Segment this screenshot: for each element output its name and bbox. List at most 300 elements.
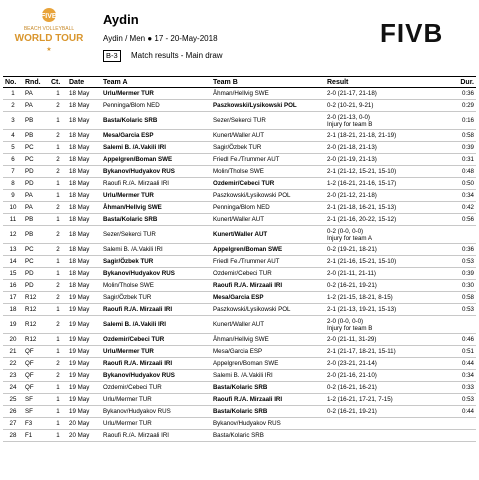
cell-team-b: Ozdemir/Cebeci TUR xyxy=(211,268,325,280)
result-score: 0-2 (16-21, 19-21) xyxy=(327,282,377,289)
cell-court: 1 xyxy=(49,406,67,418)
cell-team-b: Sezer/Sekerci TUR xyxy=(211,112,325,130)
cell-team-b: Åhman/Hellvig SWE xyxy=(211,88,325,100)
table-row xyxy=(3,406,476,418)
cell-date: 19 May xyxy=(67,382,101,394)
cell-team-b: Paszkowski/Lysikowski POL xyxy=(211,190,325,202)
cell-court: 1 xyxy=(49,268,67,280)
table-row xyxy=(3,346,476,358)
result-score: 1-2 (16-21, 17-21, 7-15) xyxy=(327,396,393,403)
table-row xyxy=(3,382,476,394)
cell-no: 27 xyxy=(3,418,23,430)
cell-team-b: Kunert/Waller AUT xyxy=(211,130,325,142)
table-row xyxy=(3,154,476,166)
cell-court: 2 xyxy=(49,166,67,178)
fivb-logo-text: FIVB xyxy=(380,20,444,46)
cell-team-a: Ozdemir/Cebeci TUR xyxy=(101,334,211,346)
result-score: 0-2 (19-21, 18-21) xyxy=(327,246,377,253)
result-score: 0-2 (0-0, 0-0) xyxy=(327,227,364,235)
table-row xyxy=(3,418,476,430)
cell-team-a: Salemi B. /A.Vakili IRI xyxy=(101,142,211,154)
table-row xyxy=(3,370,476,382)
col-date: Date xyxy=(67,77,101,88)
cell-round: F3 xyxy=(23,418,49,430)
cell-no: 4 xyxy=(3,130,23,142)
report-code-badge: B-3 xyxy=(103,50,121,62)
result-score: 0-2 (16-21, 19-21) xyxy=(327,408,377,415)
cell-no: 19 xyxy=(3,316,23,334)
cell-team-a: Raoufi R./A. Mirzaali IRI xyxy=(101,358,211,370)
cell-result xyxy=(325,130,452,142)
result-score: 2-0 (21-17, 21-18) xyxy=(327,90,377,97)
cell-round: SF xyxy=(23,406,49,418)
result-note: Injury for team B xyxy=(327,120,373,128)
cell-duration: 0:31 xyxy=(452,154,476,166)
result-score: 0-2 (10-21, 9-21) xyxy=(327,102,374,109)
cell-result xyxy=(325,316,452,334)
table-row xyxy=(3,334,476,346)
cell-no: 12 xyxy=(3,226,23,244)
cell-result xyxy=(325,334,452,346)
cell-team-b: Ozdemir/Cebeci TUR xyxy=(211,178,325,190)
cell-no: 18 xyxy=(3,304,23,316)
fivb-world-tour-logo xyxy=(6,6,92,56)
table-row xyxy=(3,178,476,190)
cell-court: 1 xyxy=(49,190,67,202)
cell-round: PD xyxy=(23,280,49,292)
cell-team-a: Bykanov/Hudyakov RUS xyxy=(101,370,211,382)
cell-team-a: Urlu/Mermer TUR xyxy=(101,346,211,358)
cell-round: PC xyxy=(23,154,49,166)
result-note: Injury for team B xyxy=(327,324,373,332)
cell-no: 9 xyxy=(3,190,23,202)
cell-date: 19 May xyxy=(67,304,101,316)
cell-team-a: Urlu/Mermer TUR xyxy=(101,88,211,100)
cell-team-a: Appelgren/Boman SWE xyxy=(101,154,211,166)
cell-team-b: Kunert/Waller AUT xyxy=(211,226,325,244)
table-row xyxy=(3,394,476,406)
result-score: 2-0 (21-11, 21-11) xyxy=(327,270,376,277)
cell-team-b: Kunert/Waller AUT xyxy=(211,316,325,334)
cell-round: PA xyxy=(23,190,49,202)
cell-no: 11 xyxy=(3,214,23,226)
cell-no: 22 xyxy=(3,358,23,370)
cell-result xyxy=(325,268,452,280)
cell-result xyxy=(325,406,452,418)
cell-duration: 0:53 xyxy=(452,256,476,268)
cell-court: 1 xyxy=(49,430,67,442)
cell-date: 19 May xyxy=(67,406,101,418)
cell-date: 18 May xyxy=(67,142,101,154)
cell-round: QF xyxy=(23,382,49,394)
cell-team-b: Penninga/Blom NED xyxy=(211,202,325,214)
col-round: Rnd. xyxy=(23,77,49,88)
cell-duration: 0:44 xyxy=(452,358,476,370)
result-score: 2-1 (21-16, 15-21, 15-10) xyxy=(327,258,397,265)
cell-result xyxy=(325,370,452,382)
cell-team-a: Salemi B. /A.Vakili IRI xyxy=(101,316,211,334)
cell-court: 1 xyxy=(49,88,67,100)
cell-duration xyxy=(452,226,476,244)
cell-court: 2 xyxy=(49,280,67,292)
result-score: 2-0 (21-19, 21-13) xyxy=(327,156,377,163)
logo-line2: BEACH VOLLEYBALL xyxy=(23,26,75,32)
cell-court: 1 xyxy=(49,256,67,268)
cell-team-b: Appelgren/Boman SWE xyxy=(211,244,325,256)
cell-team-a: Urlu/Mermer TUR xyxy=(101,394,211,406)
page-title: Aydin xyxy=(103,12,139,27)
cell-duration: 0:34 xyxy=(452,370,476,382)
report-header xyxy=(0,0,479,72)
svg-text:★: ★ xyxy=(46,47,52,53)
cell-duration: 0:34 xyxy=(452,190,476,202)
result-score: 2-0 (21-18, 21-13) xyxy=(327,144,377,151)
cell-date: 18 May xyxy=(67,226,101,244)
cell-round: PB xyxy=(23,130,49,142)
cell-team-b: Salemi B. /A.Vakili IRI xyxy=(211,370,325,382)
table-row xyxy=(3,214,476,226)
cell-date: 19 May xyxy=(67,316,101,334)
cell-court: 2 xyxy=(49,130,67,142)
cell-duration: 0:42 xyxy=(452,202,476,214)
cell-round: PA xyxy=(23,88,49,100)
cell-date: 18 May xyxy=(67,190,101,202)
cell-duration: 0:51 xyxy=(452,346,476,358)
cell-result xyxy=(325,214,452,226)
cell-round: PD xyxy=(23,166,49,178)
cell-date: 18 May xyxy=(67,178,101,190)
table-row xyxy=(3,244,476,256)
cell-round: R12 xyxy=(23,292,49,304)
cell-no: 2 xyxy=(3,100,23,112)
table-row xyxy=(3,142,476,154)
cell-date: 20 May xyxy=(67,418,101,430)
cell-result xyxy=(325,226,452,244)
cell-date: 18 May xyxy=(67,130,101,142)
col-team-b: Team B xyxy=(211,77,325,88)
cell-duration: 0:53 xyxy=(452,304,476,316)
result-score: 2-1 (18-21, 21-18, 21-19) xyxy=(327,132,397,139)
cell-date: 18 May xyxy=(67,256,101,268)
cell-court: 2 xyxy=(49,370,67,382)
cell-court: 2 xyxy=(49,244,67,256)
cell-result xyxy=(325,166,452,178)
cell-result xyxy=(325,382,452,394)
cell-round: R12 xyxy=(23,304,49,316)
cell-result xyxy=(325,280,452,292)
cell-duration: 0:39 xyxy=(452,142,476,154)
cell-no: 10 xyxy=(3,202,23,214)
cell-no: 24 xyxy=(3,382,23,394)
result-score: 2-1 (21-12, 15-21, 15-10) xyxy=(327,168,397,175)
table-row xyxy=(3,112,476,130)
cell-team-b: Sagir/Özbek TUR xyxy=(211,142,325,154)
cell-date: 20 May xyxy=(67,430,101,442)
col-result: Result xyxy=(325,77,452,88)
table-row xyxy=(3,166,476,178)
cell-team-a: Basta/Kolaric SRB xyxy=(101,214,211,226)
cell-date: 18 May xyxy=(67,166,101,178)
result-score: 2-1 (21-16, 20-22, 15-12) xyxy=(327,216,397,223)
result-score: 2-1 (21-13, 19-21, 15-13) xyxy=(327,306,397,313)
cell-team-a: Ozdemir/Cebeci TUR xyxy=(101,382,211,394)
cell-court: 1 xyxy=(49,112,67,130)
table-row xyxy=(3,226,476,244)
cell-duration: 0:16 xyxy=(452,112,476,130)
cell-no: 5 xyxy=(3,142,23,154)
cell-round: F1 xyxy=(23,430,49,442)
cell-no: 20 xyxy=(3,334,23,346)
cell-no: 23 xyxy=(3,370,23,382)
cell-team-a: Salemi B. /A.Vakili IRI xyxy=(101,244,211,256)
cell-court: 1 xyxy=(49,304,67,316)
cell-team-a: Raoufi R./A. Mirzaali IRI xyxy=(101,304,211,316)
cell-court: 1 xyxy=(49,214,67,226)
cell-date: 18 May xyxy=(67,112,101,130)
cell-no: 14 xyxy=(3,256,23,268)
table-row xyxy=(3,130,476,142)
cell-court: 2 xyxy=(49,226,67,244)
result-score: 1-2 (21-15, 18-21, 8-15) xyxy=(327,294,393,301)
fivb-logo xyxy=(380,20,468,46)
cell-duration: 0:44 xyxy=(452,406,476,418)
cell-team-b: Mesa/Garcia ESP xyxy=(211,292,325,304)
table-row xyxy=(3,304,476,316)
cell-team-a: Sagir/Özbek TUR xyxy=(101,256,211,268)
cell-court: 1 xyxy=(49,334,67,346)
cell-no: 8 xyxy=(3,178,23,190)
cell-team-a: Mesa/Garcia ESP xyxy=(101,130,211,142)
result-score: 2-1 (21-17, 18-21, 15-11) xyxy=(327,348,396,355)
cell-court: 1 xyxy=(49,394,67,406)
result-score: 2-1 (21-18, 16-21, 15-13) xyxy=(327,204,397,211)
table-row xyxy=(3,316,476,334)
cell-no: 28 xyxy=(3,430,23,442)
cell-round: SF xyxy=(23,394,49,406)
cell-team-a: Penninga/Blom NED xyxy=(101,100,211,112)
cell-team-b: Friedl Fe./Trummer AUT xyxy=(211,154,325,166)
event-subtitle: Aydin / Men ● 17 - 20-May-2018 xyxy=(103,34,218,43)
cell-duration: 0:58 xyxy=(452,130,476,142)
cell-round: QF xyxy=(23,370,49,382)
cell-duration: 0:46 xyxy=(452,334,476,346)
cell-team-b: Basta/Kolaric SRB xyxy=(211,382,325,394)
cell-round: PB xyxy=(23,214,49,226)
result-score: 2-0 (21-13, 0-0) xyxy=(327,113,370,121)
cell-result xyxy=(325,154,452,166)
cell-date: 19 May xyxy=(67,292,101,304)
report-description: Match results - Main draw xyxy=(131,51,223,60)
cell-no: 26 xyxy=(3,406,23,418)
cell-court: 2 xyxy=(49,316,67,334)
logo-line1: FIVB xyxy=(41,13,57,20)
cell-duration xyxy=(452,418,476,430)
cell-team-a: Molin/Tholse SWE xyxy=(101,280,211,292)
cell-result xyxy=(325,394,452,406)
cell-team-b: Raoufi R./A. Mirzaali IRI xyxy=(211,394,325,406)
cell-result xyxy=(325,292,452,304)
match-results-table xyxy=(3,76,476,442)
cell-court: 1 xyxy=(49,382,67,394)
cell-round: PB xyxy=(23,226,49,244)
cell-duration: 0:39 xyxy=(452,268,476,280)
result-score: 1-2 (16-21, 21-16, 15-17) xyxy=(327,180,397,187)
cell-duration: 0:48 xyxy=(452,166,476,178)
cell-team-b: Basta/Kolaric SRB xyxy=(211,406,325,418)
cell-date: 19 May xyxy=(67,394,101,406)
cell-round: PC xyxy=(23,244,49,256)
result-score: 2-0 (23-21, 21-14) xyxy=(327,360,377,367)
cell-result xyxy=(325,430,452,442)
cell-team-a: Raoufi R./A. Mirzaali IRI xyxy=(101,430,211,442)
cell-result xyxy=(325,88,452,100)
cell-duration: 0:29 xyxy=(452,100,476,112)
cell-no: 7 xyxy=(3,166,23,178)
cell-team-a: Basta/Kolaric SRB xyxy=(101,112,211,130)
cell-team-a: Bykanov/Hudyakov RUS xyxy=(101,268,211,280)
cell-no: 21 xyxy=(3,346,23,358)
cell-team-a: Raoufi R./A. Mirzaali IRI xyxy=(101,178,211,190)
result-score: 0-2 (16-21, 16-21) xyxy=(327,384,377,391)
cell-court: 2 xyxy=(49,100,67,112)
cell-result xyxy=(325,142,452,154)
cell-round: QF xyxy=(23,358,49,370)
table-header-row xyxy=(3,77,476,88)
cell-team-b: Bykanov/Hudyakov RUS xyxy=(211,418,325,430)
cell-team-a: Urlu/Mermer TUR xyxy=(101,418,211,430)
col-no: No. xyxy=(3,77,23,88)
cell-result xyxy=(325,178,452,190)
cell-date: 18 May xyxy=(67,214,101,226)
cell-round: R12 xyxy=(23,316,49,334)
cell-team-b: Kunert/Waller AUT xyxy=(211,214,325,226)
table-row xyxy=(3,268,476,280)
cell-result xyxy=(325,358,452,370)
cell-duration: 0:36 xyxy=(452,88,476,100)
cell-team-b: Raoufi R./A. Mirzaali IRI xyxy=(211,280,325,292)
cell-court: 1 xyxy=(49,346,67,358)
cell-team-b: Paszkowski/Lysikowski POL xyxy=(211,304,325,316)
cell-date: 18 May xyxy=(67,88,101,100)
cell-team-b: Åhman/Hellvig SWE xyxy=(211,334,325,346)
cell-duration: 0:30 xyxy=(452,280,476,292)
cell-court: 2 xyxy=(49,358,67,370)
cell-duration: 0:58 xyxy=(452,292,476,304)
cell-duration: 0:36 xyxy=(452,244,476,256)
cell-result xyxy=(325,346,452,358)
cell-team-a: Urlu/Mermer TUR xyxy=(101,190,211,202)
table-row xyxy=(3,292,476,304)
cell-no: 17 xyxy=(3,292,23,304)
cell-date: 19 May xyxy=(67,334,101,346)
cell-round: PB xyxy=(23,112,49,130)
cell-no: 1 xyxy=(3,88,23,100)
cell-duration: 0:50 xyxy=(452,178,476,190)
cell-no: 25 xyxy=(3,394,23,406)
cell-round: PD xyxy=(23,268,49,280)
cell-date: 19 May xyxy=(67,370,101,382)
table-row xyxy=(3,256,476,268)
cell-court: 2 xyxy=(49,202,67,214)
col-duration: Dur. xyxy=(452,77,476,88)
cell-round: QF xyxy=(23,346,49,358)
table-row xyxy=(3,430,476,442)
cell-team-b: Appelgren/Boman SWE xyxy=(211,358,325,370)
cell-no: 3 xyxy=(3,112,23,130)
table-row xyxy=(3,280,476,292)
cell-date: 18 May xyxy=(67,154,101,166)
cell-court: 2 xyxy=(49,154,67,166)
col-court: Ct. xyxy=(49,77,67,88)
cell-date: 18 May xyxy=(67,100,101,112)
table-row xyxy=(3,358,476,370)
cell-court: 1 xyxy=(49,178,67,190)
cell-no: 16 xyxy=(3,280,23,292)
cell-round: R12 xyxy=(23,334,49,346)
cell-team-b: Mesa/Garcia ESP xyxy=(211,346,325,358)
cell-duration: 0:33 xyxy=(452,382,476,394)
cell-round: PD xyxy=(23,178,49,190)
result-note: Injury for team A xyxy=(327,234,373,242)
cell-date: 18 May xyxy=(67,202,101,214)
cell-round: PA xyxy=(23,100,49,112)
cell-no: 6 xyxy=(3,154,23,166)
cell-team-a: Sezer/Sekerci TUR xyxy=(101,226,211,244)
table-row xyxy=(3,100,476,112)
result-score: 2-0 (21-11, 31-29) xyxy=(327,336,377,343)
cell-date: 19 May xyxy=(67,346,101,358)
cell-date: 18 May xyxy=(67,280,101,292)
logo-line3: WORLD TOUR xyxy=(14,33,84,44)
cell-round: PA xyxy=(23,202,49,214)
col-team-a: Team A xyxy=(101,77,211,88)
cell-team-b: Molin/Tholse SWE xyxy=(211,166,325,178)
cell-team-a: Bykanov/Hudyakov RUS xyxy=(101,406,211,418)
cell-result xyxy=(325,112,452,130)
cell-result xyxy=(325,304,452,316)
cell-result xyxy=(325,418,452,430)
result-score: 2-0 (21-12, 21-18) xyxy=(327,192,377,199)
cell-result xyxy=(325,244,452,256)
cell-duration xyxy=(452,316,476,334)
cell-court: 1 xyxy=(49,142,67,154)
cell-no: 15 xyxy=(3,268,23,280)
result-score: 2-0 (0-0, 0-0) xyxy=(327,317,364,325)
cell-date: 19 May xyxy=(67,358,101,370)
cell-result xyxy=(325,202,452,214)
table-row xyxy=(3,202,476,214)
cell-duration: 0:53 xyxy=(452,394,476,406)
cell-result xyxy=(325,256,452,268)
cell-no: 13 xyxy=(3,244,23,256)
cell-court: 2 xyxy=(49,292,67,304)
cell-team-a: Bykanov/Hudyakov RUS xyxy=(101,166,211,178)
cell-duration xyxy=(452,430,476,442)
table-row xyxy=(3,88,476,100)
cell-result xyxy=(325,100,452,112)
cell-duration: 0:56 xyxy=(452,214,476,226)
cell-team-a: Åhman/Hellvig SWE xyxy=(101,202,211,214)
cell-date: 18 May xyxy=(67,268,101,280)
table-row xyxy=(3,190,476,202)
cell-result xyxy=(325,190,452,202)
cell-team-a: Sagir/Özbek TUR xyxy=(101,292,211,304)
cell-team-b: Basta/Kolaric SRB xyxy=(211,430,325,442)
cell-round: PC xyxy=(23,142,49,154)
cell-team-b: Paszkowski/Lysikowski POL xyxy=(211,100,325,112)
cell-round: PC xyxy=(23,256,49,268)
cell-court: 1 xyxy=(49,418,67,430)
